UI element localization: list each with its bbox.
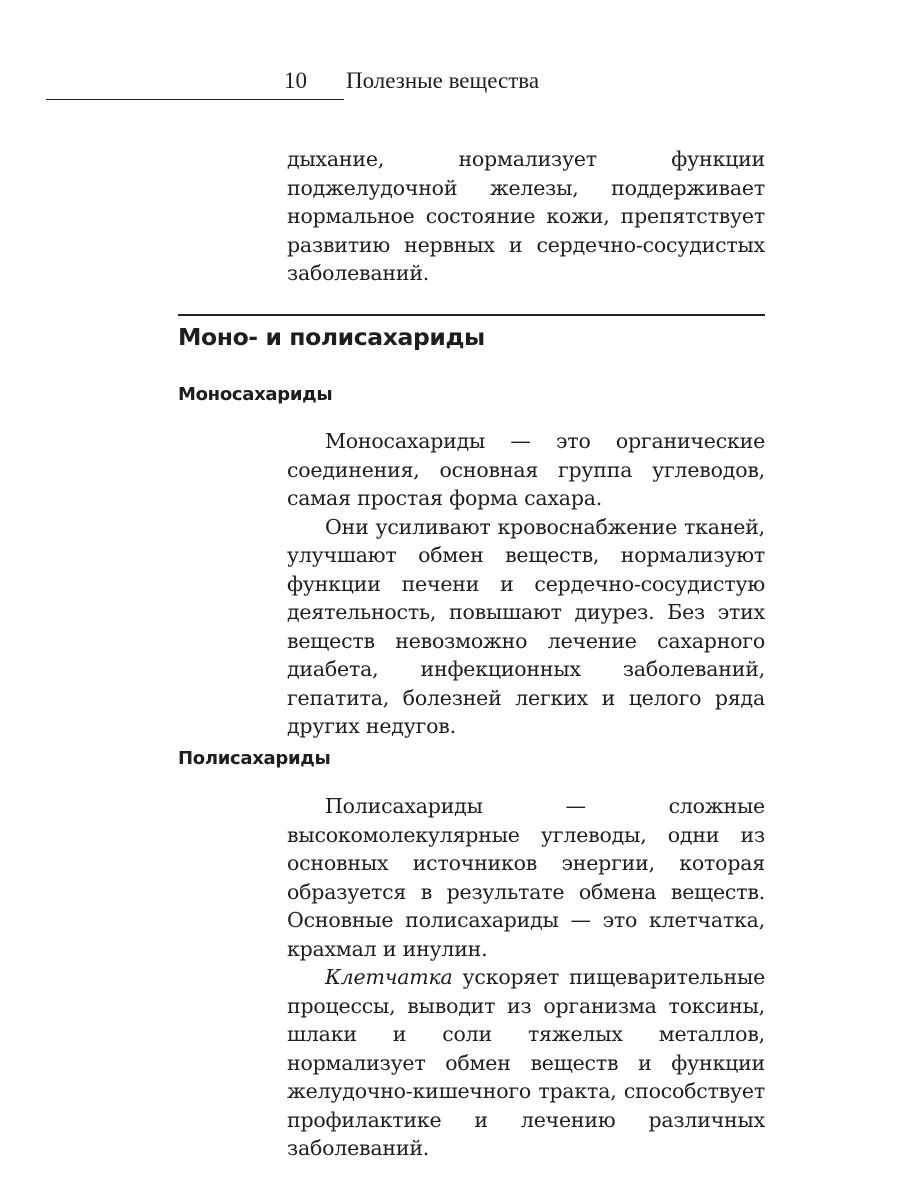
polysaccharides-paragraph-2-text: ускоряет пищеварительные процессы, выводит из организма токсины, шлаки и соли тяжелых металлов, нормализует обмен веществ и функции желудочно-кишечного тракта, способствует профилактике и лечению различных заболеваний.: [287, 965, 765, 1160]
subheading-polysaccharides: Полисахариды: [178, 748, 331, 769]
term-kletchatka: Клетчатка: [325, 965, 453, 989]
page-number: 10: [284, 68, 307, 93]
section-rule: [178, 314, 765, 316]
polysaccharides-text-block: [287, 792, 765, 1163]
monosaccharides-paragraph-1: Моносахариды — это органические соединения, основная группа углеводов, самая простая форма сахара.: [287, 429, 765, 510]
monosaccharides-paragraph-2: Они усиливают кровоснабжение тканей, улучшают обмен веществ, нормализуют функции печени и сердечно-сосудистую деятельность, повышают диурез. Без этих веществ невозможно лечение сахарного диабета, инфекционных заболеваний, гепатита, болезней легких и целого ряда других недугов.: [287, 514, 765, 738]
running-title: Полезные вещества: [346, 68, 540, 93]
running-head: [0, 62, 900, 102]
intro-paragraph: дыхание, нормализует функции поджелудочной железы, поддерживает нормальное состояние кожи, препятствует развитию нервных и сердечно-сосудистых заболеваний.: [287, 147, 765, 285]
intro-text-block: [287, 145, 765, 288]
subheading-monosaccharides: Моносахариды: [178, 384, 333, 405]
polysaccharides-paragraph-1: Полисахариды — сложные высокомолекулярные углеводы, одни из основных источников энергии, которая образуется в результате обмена веществ. Основные полисахариды — это клетчатка, крахмал и инулин.: [287, 794, 765, 961]
header-rule: [46, 99, 344, 100]
polysaccharides-paragraph-2: [287, 963, 765, 1163]
monosaccharides-text-block: [287, 427, 765, 741]
section-title: Моно- и полисахариды: [178, 323, 485, 351]
